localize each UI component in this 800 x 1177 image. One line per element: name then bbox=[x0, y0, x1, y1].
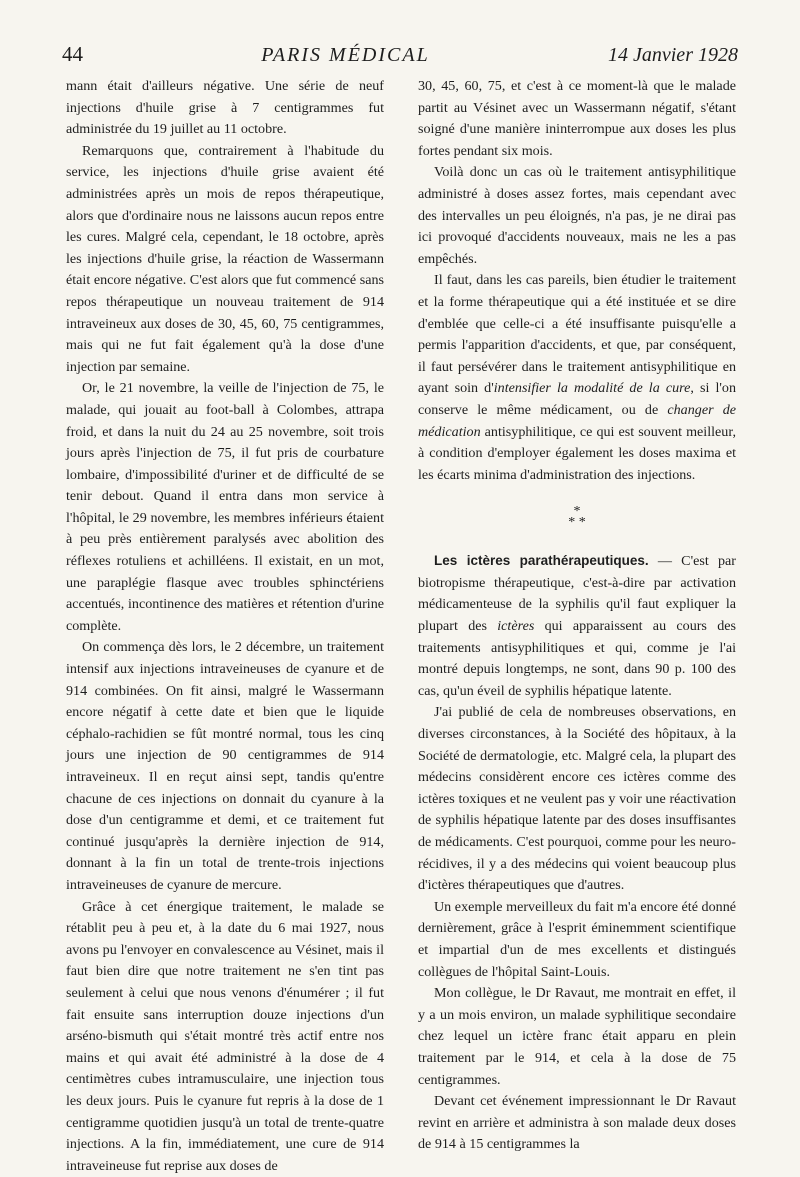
paragraph: Voilà donc un cas où le traitement antisyphilitique administré à doses assez fortes, mais cependant avec des intervalles un peu éloignés, n'a pas, je ne dirai pas ici provoqué d'accidents nouveaux, mais ne les a pas empêchés. bbox=[418, 164, 736, 267]
paragraph: On commença dès lors, le 2 décembre, un traitement intensif aux injections intraveineuses de cyanure et de 914 combinées. On fit ainsi, malgré le Wassermann encore négatif à cette date et bien que le liquide céphalo-rachidien se fût montré normal, tous les cinq jours une injection de 90 centigrammes de 914 intraveineux. Il en reçut ainsi sept, tandis qu'entre chacune de ces injections on donnait du cyanure à la dose d'un centigramme et demi, et ce traitement fut continué jusqu'après la dernière injection de 914, donnant à la fin un total de trente-trois injections intraveineuses de cyanure de mercure. bbox=[66, 639, 384, 893]
text-run: antisyphilitique, ce qui est souvent meilleur, à condition d'employer également les doses maxima et les écarts minima d'administration des injections. bbox=[418, 423, 736, 483]
text-run: Il faut, dans les cas pareils, bien étudier le traitement et la forme thérapeutique qui a été instituée et se dire d'emblée que celle-ci a été insuffisante puisqu'elle a permis l'apparition d'accidents, et que, par conséquent, il faut persévérer dans le traitement antisyphilitique en ayant soin d' bbox=[418, 272, 736, 397]
asterism-top: * bbox=[573, 504, 581, 520]
paragraph bbox=[418, 550, 736, 702]
paragraph: Remarquons que, contrairement à l'habitude du service, les injections d'huile grise avaient été administrées après un mois de repos thérapeutique, alors que d'ordinaire nous ne laissons aucun repos entre les cures. Malgré cela, cependant, le 18 octobre, après les injections d'huile grise, la réaction de Wassermann était encore négative. C'est alors que fut commencé sans repos thérapeutique un nouveau traitement de 914 intraveineux aux doses de 30, 45, 60, 75 centigrammes, mais qui ne fut fait également qu'à la dose d'une injection par semaine. bbox=[66, 142, 384, 375]
paragraph: mann était d'ailleurs négative. Une série de neuf injections d'huile grise à 7 centigrammes fut administrée du 19 juillet au 11 octobre. bbox=[66, 78, 384, 138]
journal-title: PARIS MÉDICAL bbox=[261, 44, 430, 66]
text-run: qui apparaissent au cours des traitements antisyphilitiques et qui, comme je l'ai montré depuis longtemps, ne sont, dans 90 p. 100 des cas, qu'un éveil de syphilis hépatique latente. bbox=[418, 618, 736, 699]
emphasis: ictères bbox=[497, 618, 535, 635]
paragraph: Devant cet événement impressionnant le Dr Ravaut revint en arrière et administra à son malade deux doses de 914 à 15 centigrammes la bbox=[418, 1093, 736, 1153]
paragraph: Un exemple merveilleux du fait m'a encore été donné dernièrement, grâce à l'esprit éminemment scientifique et impartial d'un de mes excellents et distingués collègues de l'hôpital Saint-Louis. bbox=[418, 898, 736, 980]
paragraph: 30, 45, 60, 75, et c'est à ce moment-là que le malade partit au Vésinet avec un Wassermann négatif, s'étant soigné d'une manière ininterrompue aux doses les plus fortes pendant six mois. bbox=[418, 78, 736, 159]
section-separator bbox=[418, 504, 736, 531]
page-header bbox=[62, 42, 738, 76]
paragraph: Grâce à cet énergique traitement, le malade se rétablit peu à peu et, à la date du 6 mai 1927, nous avons pu l'envoyer en convalescence au Vésinet, mais il faut bien dire que notre traitement ne s'en tint pas seulement à celui que nous venons d'énumérer ; il fut fait ensuite sans interruption douze injections d'un arséno-bismuth qui s'était montré très actif entre nos mains et qui avait été administré à la dose de 4 centimètres cubes intramusculaire, une injection tous les deux jours. Puis le cyanure fut repris à la dose de 1 centigramme quotidien jusqu'à un total de trente-quatre injections. A la fin, immédiatement, une cure de 914 intraveineuse fut reprise aux doses de bbox=[66, 898, 384, 1174]
asterism-bottom: * * bbox=[568, 515, 586, 531]
text-run: , si l'on conserve le même médicament, ou de bbox=[418, 380, 736, 418]
paragraph: Or, le 21 novembre, la veille de l'injection de 75, le malade, qui jouait au foot-ball à Colombes, attrapa froid, et dans la nuit du 24 au 25 novembre, soit trois jours après l'injection de 75, il fut pris de courbature lombaire, d'impossibilité d'uriner et de difficulté de se tenir debout. Quand il entra dans mon service à l'hôpital, le 29 novembre, les membres inférieurs étaient à peu près entièrement paralysés avec abolition des réflexes rotuliens et achilléens. Il existait, en un mot, une paraplégie flasque avec troubles sphinctériens accentués, incontinence des matières et rétention d'urine complète. bbox=[66, 380, 384, 634]
right-column bbox=[418, 76, 736, 1156]
emphasis: intensifier la modalité de la cure bbox=[493, 380, 691, 397]
paragraph: J'ai publié de cela de nombreuses observations, en diverses circonstances, à la Société des hôpitaux, à la Société de dermatologie, etc. Malgré cela, la plupart des médecins considèrent encore ces ictères comme des ictères toxiques et ne veulent pas y voir une réactivation de syphilis hépatique latente par des doses insuffisantes de médicaments. C'est pourquoi, comme pour les neuro-récidives, il y a des médecins qui voient beaucoup plus d'ictères thérapeutiques que d'autres. bbox=[418, 704, 736, 894]
page-number: 44 bbox=[62, 42, 83, 66]
paragraph: Mon collègue, le Dr Ravaut, me montrait en effet, il y a un mois environ, un malade syphilitique secondaire chez lequel un ictère franc était apparu en plein traitement par le 914, et cela à la dose de 75 centigrammes. bbox=[418, 985, 736, 1088]
left-column bbox=[66, 76, 384, 1177]
issue-date: 14 Janvier 1928 bbox=[608, 44, 738, 66]
text-run: — C'est par biotropisme thérapeutique, c'est-à-dire par activation médicamenteuse de la syphilis qu'il faut expliquer la plupart des bbox=[418, 553, 736, 635]
emphasis: changer de médication bbox=[418, 401, 737, 440]
section-title: Les ictères parathérapeutiques. bbox=[434, 553, 649, 569]
paragraph bbox=[418, 270, 736, 486]
